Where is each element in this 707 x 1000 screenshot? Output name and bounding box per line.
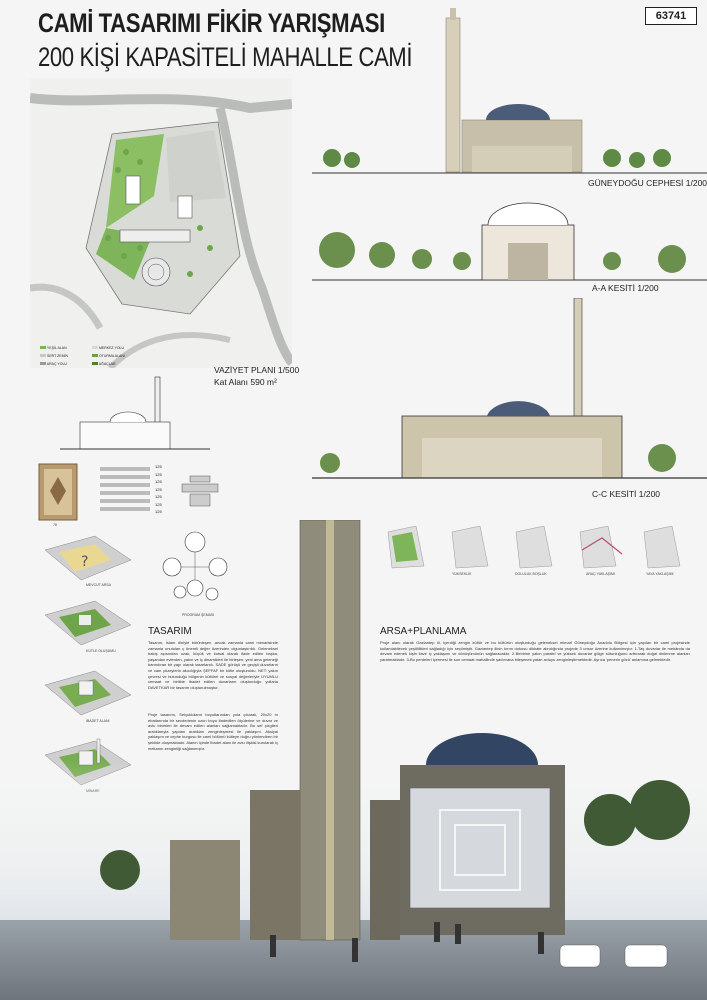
section-cc-drawing — [312, 298, 707, 488]
program-scheme-caption: PROGRAM ŞEMASI — [182, 613, 215, 617]
legend-item: MERKEZ YOLU — [92, 346, 124, 350]
dimension-label: 78 — [53, 523, 57, 527]
concept-number: 125 — [155, 471, 162, 477]
legend-item: SERT ZEMİN — [40, 354, 68, 358]
concept-number: 125 — [155, 479, 162, 484]
site-plan-caption: VAZİYET PLANI 1/500 — [214, 365, 300, 375]
analysis-caption: YÜKSEKLİK — [452, 572, 472, 576]
svg-text:?: ? — [81, 554, 89, 570]
poster-title: CAMİ TASARIMI FİKİR YARIŞMASI — [38, 8, 385, 38]
poster-subtitle: 200 KİŞİ KAPASİTELİ MAHALLE CAMİ — [38, 42, 413, 72]
legend-item: YEŞİL ALAN — [40, 346, 67, 350]
concept-number: 125 — [155, 509, 162, 514]
section-aa-drawing — [312, 195, 707, 295]
site-step-caption: KÜTLE OLUŞUMU — [86, 649, 116, 653]
massing-diagram — [170, 470, 230, 510]
legend-item: AĞAÇLAR — [92, 362, 116, 366]
legend-item: ARAÇ YOLU — [40, 362, 67, 366]
entry-code-box: 63741 — [645, 7, 697, 25]
carpet-concept-diagram — [38, 463, 78, 521]
design-text-2: Proje tasarımı, Selçukluların boyutlarından yola çıkarak, 20x20 m ebatlarında bir secdedenin uzun boyu ifadedilen ölçülerine ve duvar ve avlu birimleri ile devam edilen alanları sağlamaktadır. Bu sef çizgileri aralıklarıyla yapılan aralıkları zenginleşmesi ile yaklaşım. Aksiyal yaklaşım ve cephe kurgusu ile cami bölümü kütleye doğru yönlendiren bir şekilde oluşmaktadır. Alanın içinde ibadet alanı ile avlu ilişkisi kurularak iç mekanın zenginliği sağlanmıştır. — [148, 712, 278, 751]
side-elevation-drawing — [60, 372, 210, 452]
analysis-caption: ARAÇ YAKLAŞIMI — [586, 572, 615, 576]
southeast-elevation-drawing — [312, 8, 707, 188]
concept-number: 125 — [155, 486, 162, 492]
concept-number: 125 — [155, 501, 162, 507]
planning-heading: ARSA+PLANLAMA — [380, 626, 467, 637]
perspective-render — [0, 520, 707, 1000]
measurement-bars-diagram — [90, 465, 160, 520]
planning-text: Proje alanı olarak Gaziantep ili, içerdiği zengin kültür ve bu kültürün oluşturduğu geleneksel mimari Güneydoğu Anadolu Bölgesi için yapılan bir cami projesinde kullanılabilecek çeşitlilikleri sağladığı için seçilmiştir. Gaziantep ilinin kırım dokusu dikkate alındığında projede 3 unsur üzerine kullanılmıştır: 1-Taş duvarlar ile mekânda da devam edenek kişin ilave iç yaklaşımı ve dönüşümünün sağlanacaktır. 2-Birbirine yakın paralel ve yüksek duvarlar gölge sütunluğunu arttırarak doğal dinlenme alanları yaratmaktadır. 3-Bu perdeleri içermesi ile son cemaat mahallinde şadırvana bileşenek yatan avluyu zenginleştirmektedir. Ayrıca 'penerin gözü' anlamına gelmektedir. — [380, 640, 690, 662]
legend-item: OTURMA ALANI — [92, 354, 125, 358]
floor-area-caption: Kat Alanı 590 m² — [214, 377, 277, 387]
design-text-1: Tasarım, İslam dinîyle bütünleşen ,ancak zamanla cami mimarisinde zamanla unutulan ç önemli değer üzerinden olgunlaştırıldı. Geleneksel bakış açısından uzak, küçük ve kutsal olarak ifade edilen başka, yaşanılan evlerden, yakın ve iç dinamikleri ile birleşen, yeni ama geleneği barındıran bir yapı olarak tasarlandı. SADE görüşü ve geçişli duvarların ve cam yüzeylerin akıcılığıyla ŞEFFAF bir kütle oluşturuldu. NET: yakın çevresi ve bulunduğu bölgenin kültürel ve sosyal değerleriyle UYUMLU cemaat ve birlikte ibadet edilen duvarların oluşturduğu yollarla DAVETKAR bir tasarım oluşturulmuştur. — [148, 640, 278, 690]
site-plan-drawing — [30, 78, 292, 368]
section-cc-caption: C-C KESİTİ 1/200 — [592, 489, 661, 499]
site-step-caption: MEVCUT ARSA — [86, 583, 112, 587]
section-aa-caption: A-A KESİTİ 1/200 — [592, 283, 659, 293]
concept-number: 125 — [155, 494, 162, 499]
analysis-caption: YAYA YAKLAŞIMI — [646, 572, 674, 576]
concept-number: 125 — [155, 464, 162, 469]
site-step-caption: İBADET ALANI — [86, 719, 110, 723]
design-heading: TASARIM — [148, 626, 192, 637]
site-legend — [40, 346, 150, 370]
elevation-caption: GÜNEYDOĞU CEPHESİ 1/200 — [588, 178, 707, 188]
analysis-caption: DOLULUK BOŞLUK — [515, 572, 547, 576]
